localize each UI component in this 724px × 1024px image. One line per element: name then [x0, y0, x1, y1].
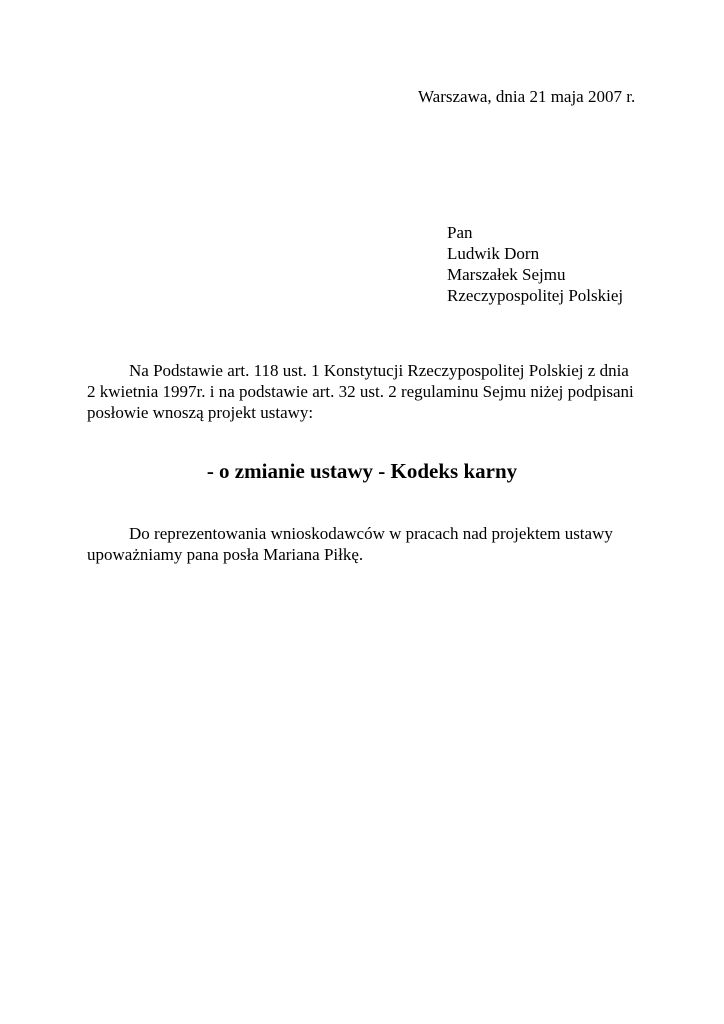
addressee-block	[447, 222, 623, 306]
date-line: Warszawa, dnia 21 maja 2007 r.	[418, 87, 636, 106]
addressee-name: Ludwik Dorn	[447, 244, 540, 263]
addressee-salutation: Pan	[447, 223, 473, 242]
representative-paragraph	[87, 523, 647, 565]
bill-subject-text: - o zmianie ustawy - Kodeks karny	[206, 459, 518, 483]
paragraph-line: posłowie wnoszą projekt ustawy:	[87, 403, 314, 422]
paragraph-line: Na Podstawie art. 118 ust. 1 Konstytucji Rzeczypospolitej Polskiej z dnia	[129, 361, 629, 380]
bill-subject-title	[0, 457, 724, 485]
paragraph-line: Do reprezentowania wnioskodawców w pracach nad projektem ustawy	[129, 524, 613, 543]
addressee-institution: Rzeczypospolitej Polskiej	[447, 286, 624, 305]
paragraph-line: upoważniamy pana posła Mariana Piłkę.	[87, 545, 364, 564]
paragraph-line: 2 kwietnia 1997r. i na podstawie art. 32 ust. 2 regulaminu Sejmu niżej podpisani	[87, 382, 634, 401]
legal-basis-paragraph	[87, 360, 647, 423]
addressee-title: Marszałek Sejmu	[447, 265, 566, 284]
